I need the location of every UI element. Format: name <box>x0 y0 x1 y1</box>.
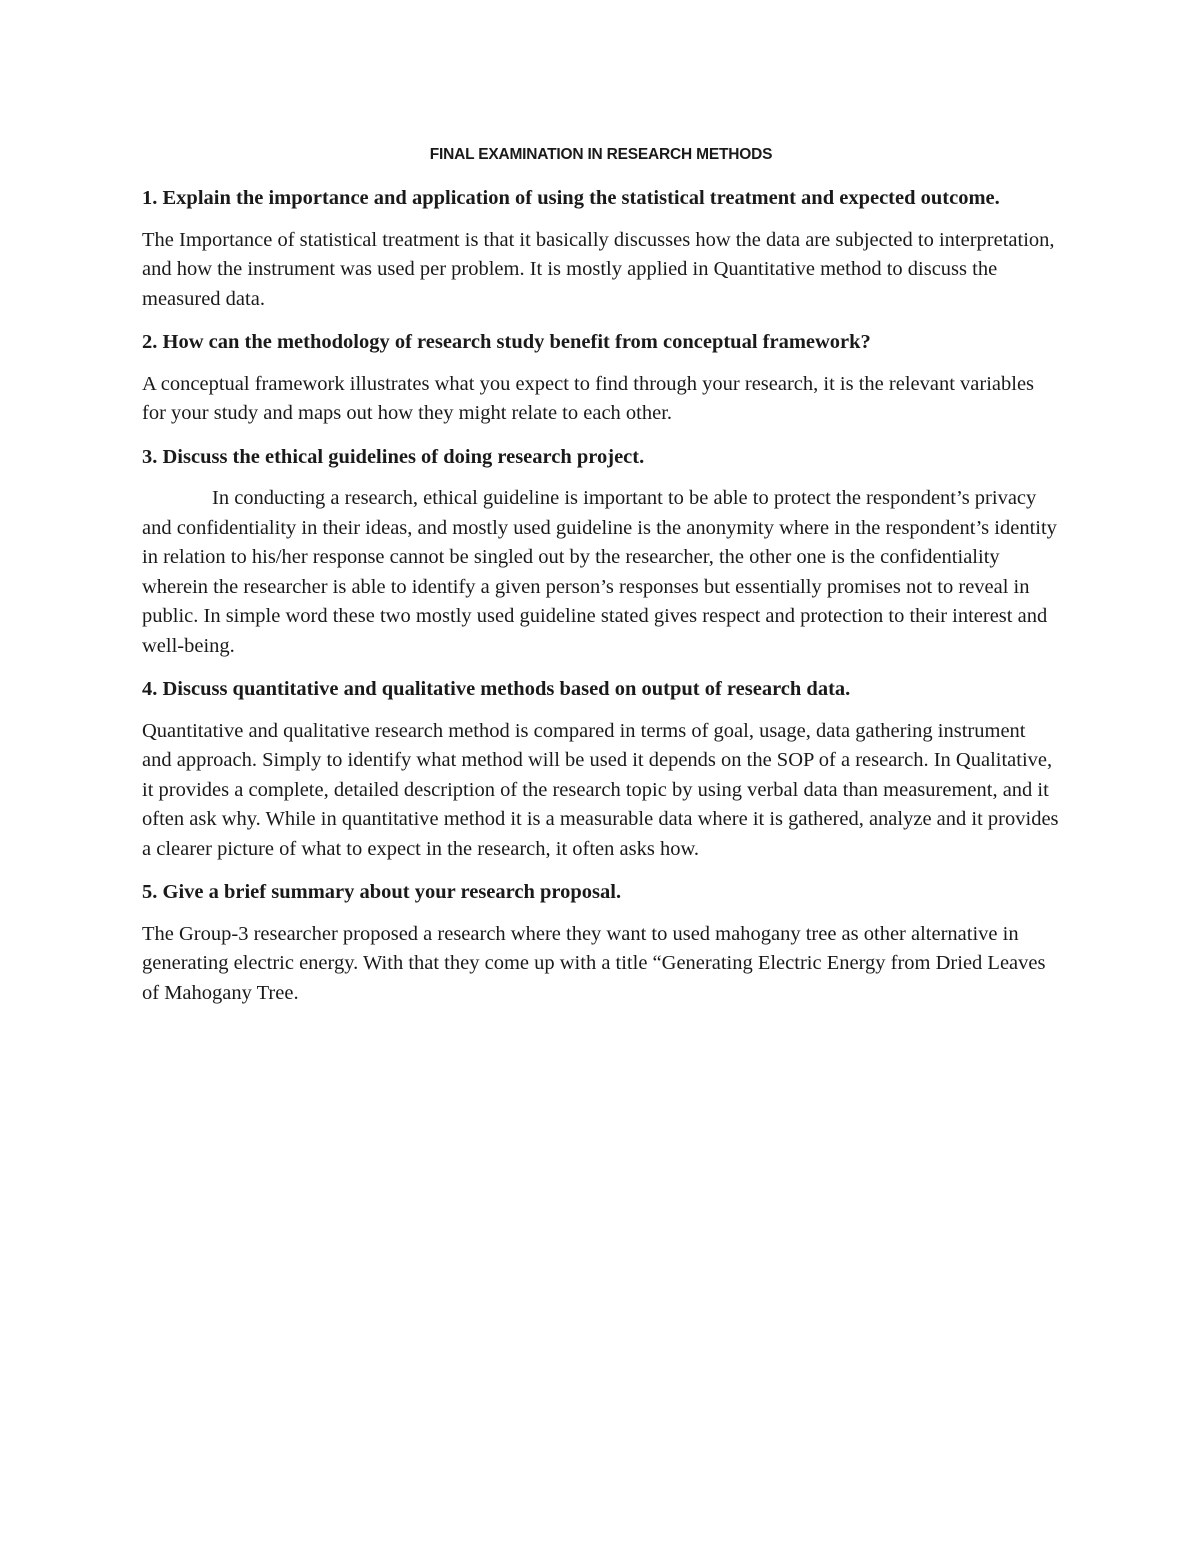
question-4: 4. Discuss quantitative and qualitative methods based on output of research data. <box>142 678 851 700</box>
question-3: 3. Discuss the ethical guidelines of doing research project. <box>142 445 645 468</box>
document-body <box>142 140 1060 1022</box>
question-1: 1. Explain the importance and application of using the statistical treatment and expected outcome. <box>142 187 1000 209</box>
document-title: FINAL EXAMINATION IN RESEARCH METHODS <box>429 146 773 163</box>
question-5: 5. Give a brief summary about your research proposal. <box>142 881 622 903</box>
question-2: 2. How can the methodology of research study benefit from conceptual framework? <box>142 331 871 353</box>
answer-1: The Importance of statistical treatment is that it basically discusses how the data are subjected to interpretation, and how the instrument was used per problem. It is mostly applied in Quantitative method to discuss the measured data. <box>142 228 1055 310</box>
answer-3: In conducting a research, ethical guideline is important to be able to protect the respondent’s privacy and confidentiality in their ideas, and mostly used guideline is the anonymity where in the respondent’s identity in relation to his/her response cannot be singled out by the researcher, the other one is the confidentiality wherein the researcher is able to identify a given person’s responses but essentially promises not to reveal in public. In simple word these two mostly used guideline stated gives respect and protection to their interest and well-being. <box>142 487 1057 657</box>
answer-2: A conceptual framework illustrates what you expect to find through your research, it is the relevant variables for your study and maps out how they might relate to each other. <box>142 372 1035 424</box>
answer-4: Quantitative and qualitative research method is compared in terms of goal, usage, data gathering instrument and approach. Simply to identify what method will be used it depends on the SOP of a research. In Qualitative, it provides a complete, detailed description of the research topic by using verbal data than measurement, and it often ask why. While in quantitative method it is a measurable data where it is gathered, analyze and it provides a clearer picture of what to expect in the research, it often asks how. <box>142 719 1059 860</box>
answer-5: The Group-3 researcher proposed a research where they want to used mahogany tree as other alternative in generating electric energy. With that they come up with a title “Generating Electric Energy from Dried Leaves of Mahogany Tree. <box>142 922 1046 1004</box>
